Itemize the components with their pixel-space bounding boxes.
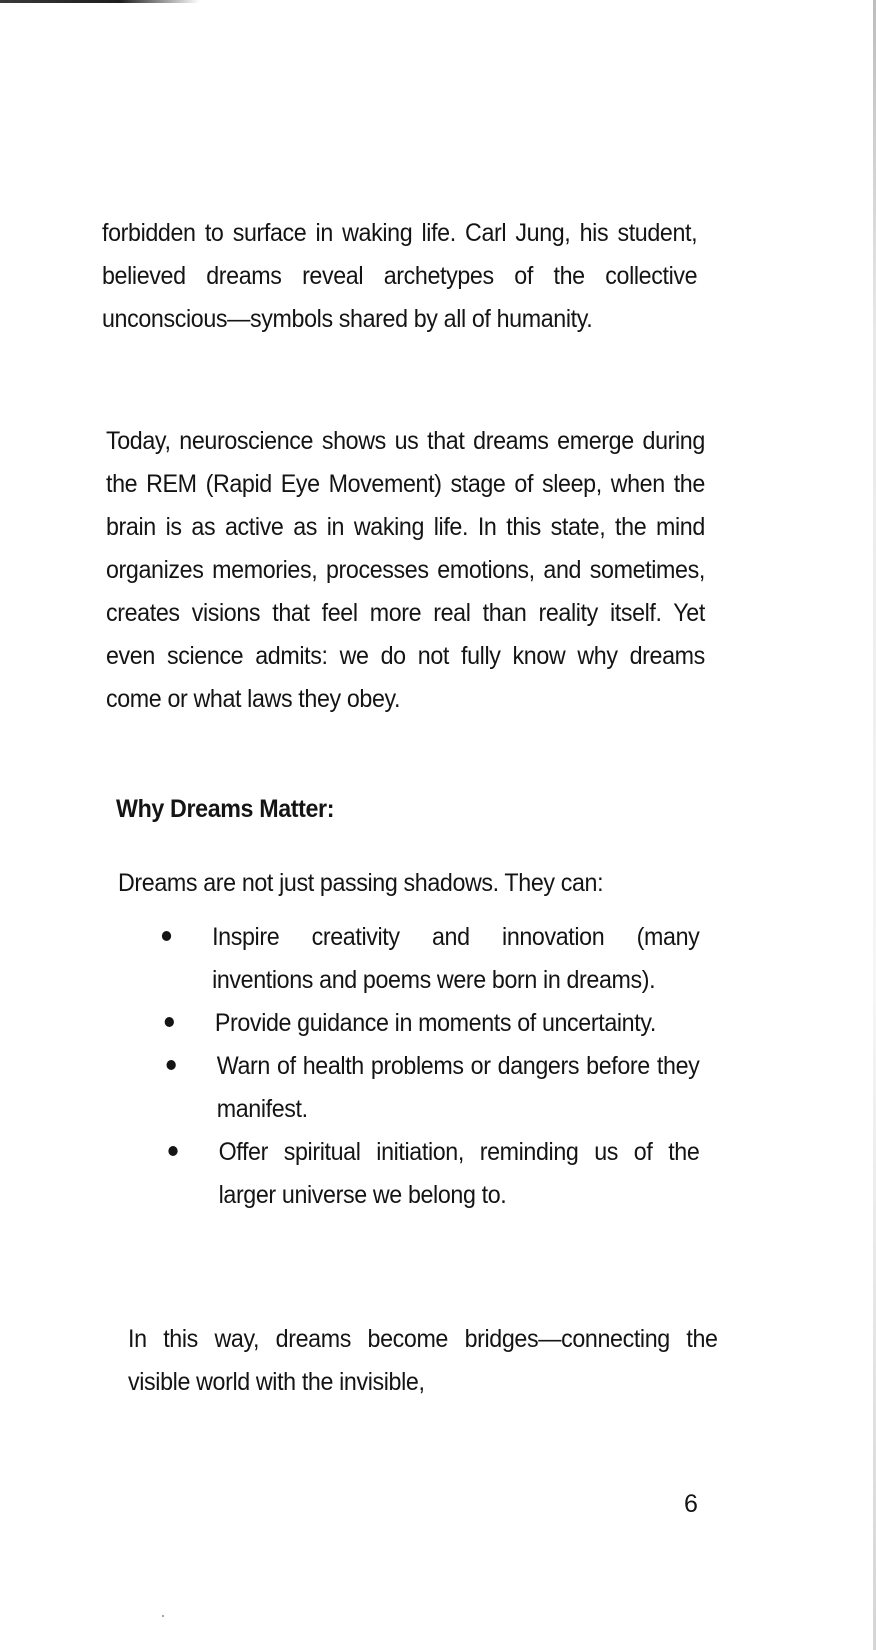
paragraph-jung: forbidden to surface in waking life. Carl Jung, his student, believed dreams reveal archetypes of the collective unconscious—symbols shared by all of humanity. <box>102 219 698 333</box>
bullet-icon <box>168 1146 177 1156</box>
bullet-icon <box>167 1060 176 1070</box>
bullet-list <box>160 916 699 1217</box>
section-intro: Dreams are not just passing shadows. They can: <box>118 869 604 897</box>
bullet-icon <box>165 1017 174 1027</box>
page-number: 6 <box>684 1490 698 1518</box>
paragraph-neuroscience: Today, neuroscience shows us that dreams emerge during the REM (Rapid Eye Movement) stage of sleep, when the brain is as active as in waking life. In this state, the mind organizes memories, processes emotions, and sometimes, creates visions that feel more real than reality itself. Yet even science admits: we do not fully know why dreams come or what laws they obey. <box>106 427 705 713</box>
list-item <box>165 1045 700 1131</box>
list-item-text: Inspire creativity and innovation (many inventions and poems were born in dreams). <box>212 923 700 994</box>
scan-speck <box>162 1615 164 1617</box>
list-item <box>163 1002 700 1045</box>
list-item-text: Warn of health problems or dangers before they manifest. <box>216 1052 700 1123</box>
list-item <box>167 1131 700 1217</box>
list-item-text: Offer spiritual initiation, reminding us of the larger universe we belong to. <box>218 1138 700 1209</box>
list-item-text: Provide guidance in moments of uncertainty. <box>214 1009 656 1037</box>
list-item <box>160 916 699 1002</box>
bullet-icon <box>162 931 171 941</box>
section-heading: Why Dreams Matter: <box>116 795 335 823</box>
paragraph-bridges: In this way, dreams become bridges—connecting the visible world with the invisible, <box>128 1325 718 1396</box>
